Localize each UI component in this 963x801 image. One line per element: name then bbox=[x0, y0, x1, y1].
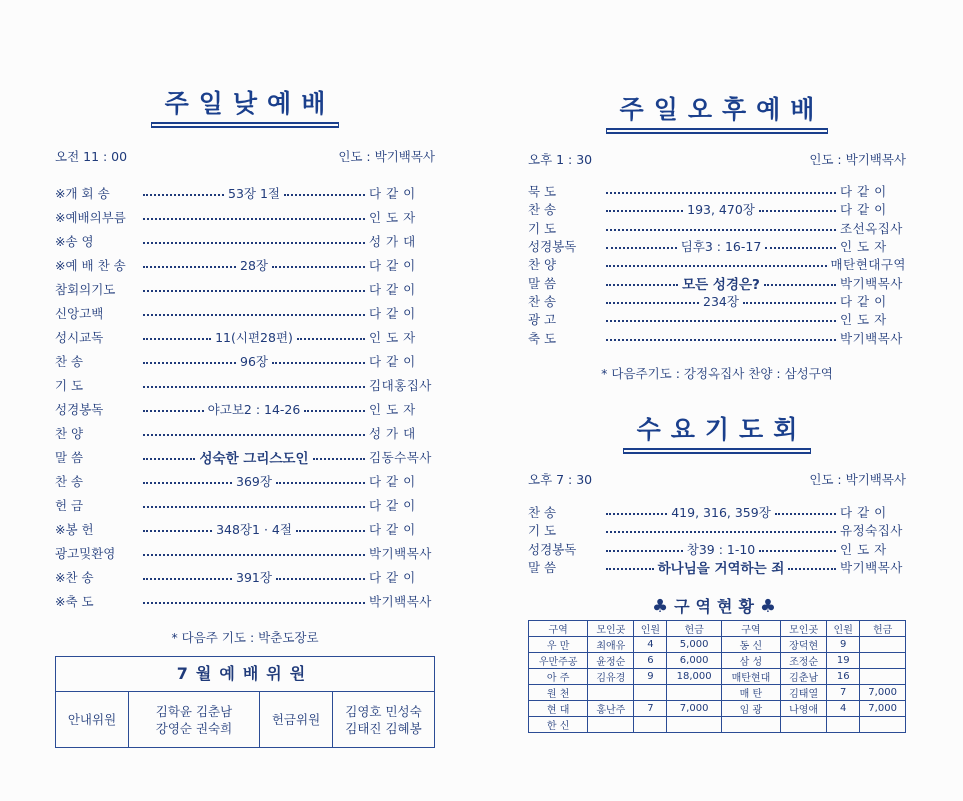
afternoon-order-person: 다 같 이 bbox=[840, 293, 887, 309]
dot-leader bbox=[606, 513, 667, 515]
morning-order-person: 성 가 대 bbox=[369, 234, 416, 249]
region-cell bbox=[721, 717, 780, 733]
afternoon-order-label: 찬 양 bbox=[528, 257, 557, 273]
dot-leader bbox=[304, 410, 365, 412]
dot-leader bbox=[143, 410, 204, 412]
morning-order-label: ※예배의부름 bbox=[55, 210, 126, 225]
region-cell bbox=[634, 717, 667, 733]
table-row bbox=[529, 637, 906, 653]
dot-leader bbox=[143, 314, 365, 316]
afternoon-order-row bbox=[528, 273, 906, 291]
afternoon-order-label: 광 고 bbox=[528, 312, 557, 328]
afternoon-order-person: 매탄현대구역 bbox=[830, 257, 906, 273]
region-cell bbox=[667, 717, 721, 733]
wednesday-order-detail: 하나님을 거역하는 죄 bbox=[657, 561, 785, 578]
dot-leader bbox=[606, 210, 683, 212]
afternoon-order-label: 기 도 bbox=[528, 220, 557, 236]
morning-order-row bbox=[55, 301, 435, 325]
morning-order-person: 김동수목사 bbox=[369, 450, 432, 465]
morning-order-row bbox=[55, 469, 435, 493]
morning-order-label: 신앙고백 bbox=[55, 306, 104, 321]
morning-order-label: 기 도 bbox=[55, 378, 84, 393]
dot-leader bbox=[606, 320, 836, 322]
dot-leader bbox=[143, 194, 224, 196]
morning-next-prayer: * 다음주 기도 : 박춘도장로 bbox=[171, 630, 319, 645]
morning-order-row bbox=[55, 373, 435, 397]
morning-order-row bbox=[55, 589, 435, 613]
wednesday-order-row bbox=[528, 558, 906, 576]
morning-order-detail: 369장 bbox=[236, 474, 272, 489]
region-cell bbox=[634, 685, 667, 701]
morning-order-detail: 성숙한 그리스도인 bbox=[199, 451, 309, 467]
wednesday-order-person: 인 도 자 bbox=[840, 541, 887, 557]
afternoon-service-title bbox=[528, 90, 906, 130]
region-cell: 매탄현대 bbox=[721, 669, 780, 685]
region-cell bbox=[667, 685, 721, 701]
morning-order-detail: 348장1 · 4절 bbox=[216, 522, 292, 537]
morning-service-title bbox=[55, 84, 435, 124]
dot-leader bbox=[759, 210, 836, 212]
region-header-cell: 모인곳 bbox=[588, 621, 634, 637]
dot-leader bbox=[143, 554, 365, 556]
region-status-title bbox=[528, 594, 906, 617]
morning-order-person: 다 같 이 bbox=[369, 474, 416, 489]
morning-order-label: 광고및환영 bbox=[55, 546, 116, 561]
morning-order-row bbox=[55, 397, 435, 421]
morning-order-person: 다 같 이 bbox=[369, 186, 416, 201]
region-cell bbox=[860, 669, 906, 685]
wednesday-time: 오후 7 : 30 bbox=[528, 472, 593, 487]
morning-order-detail: 391장 bbox=[236, 570, 272, 585]
morning-service-title-text: 주일낮예배 bbox=[151, 84, 340, 124]
wednesday-order-person: 다 같 이 bbox=[840, 505, 887, 521]
wednesday-order-row bbox=[528, 540, 906, 558]
region-cell: 장덕현 bbox=[781, 637, 827, 653]
morning-order-row bbox=[55, 445, 435, 469]
region-header-cell: 인원 bbox=[827, 621, 860, 637]
afternoon-order-person: 인 도 자 bbox=[840, 312, 887, 328]
region-cell bbox=[860, 717, 906, 733]
dot-leader bbox=[606, 339, 836, 341]
afternoon-order-person: 인 도 자 bbox=[840, 239, 887, 255]
dot-leader bbox=[143, 242, 365, 244]
dot-leader bbox=[606, 302, 699, 304]
region-cell: 18,000 bbox=[667, 669, 721, 685]
dot-leader bbox=[606, 265, 827, 267]
region-cell: 우 만 bbox=[529, 637, 588, 653]
dot-leader bbox=[272, 266, 365, 268]
dot-leader bbox=[296, 530, 365, 532]
morning-order-row bbox=[55, 565, 435, 589]
dot-leader bbox=[759, 550, 836, 552]
morning-service-section bbox=[55, 0, 435, 801]
region-cell: 동 신 bbox=[721, 637, 780, 653]
morning-order-label: 성경봉독 bbox=[55, 402, 104, 417]
afternoon-order-detail: 모든 성경은? bbox=[682, 276, 760, 293]
dot-leader bbox=[765, 247, 836, 249]
morning-order-person: 다 같 이 bbox=[369, 306, 416, 321]
region-cell: 6 bbox=[634, 653, 667, 669]
afternoon-order-row bbox=[528, 182, 906, 200]
region-cell: 9 bbox=[827, 637, 860, 653]
region-header-cell: 인원 bbox=[634, 621, 667, 637]
afternoon-service-info bbox=[528, 150, 906, 168]
region-cell: 7,000 bbox=[860, 701, 906, 717]
dot-leader bbox=[606, 247, 677, 249]
dot-leader bbox=[143, 386, 365, 388]
morning-order-person: 성 가 대 bbox=[369, 426, 416, 441]
region-cell: 김유경 bbox=[588, 669, 634, 685]
dot-leader bbox=[606, 568, 654, 570]
dot-leader bbox=[143, 602, 365, 604]
wednesday-order-detail: 창39 : 1-10 bbox=[686, 541, 756, 557]
afternoon-next-prayer: * 다음주기도 : 강정옥집사 찬양 : 삼성구역 bbox=[601, 366, 833, 381]
morning-order-row bbox=[55, 541, 435, 565]
morning-order-detail: 96장 bbox=[240, 354, 268, 369]
region-table-body bbox=[529, 637, 906, 733]
afternoon-order-row bbox=[528, 237, 906, 255]
morning-order-label: 찬 송 bbox=[55, 354, 84, 369]
table-row bbox=[529, 717, 906, 733]
dot-leader bbox=[143, 290, 365, 292]
afternoon-order-person: 조선옥집사 bbox=[840, 220, 903, 236]
region-cell: 조정순 bbox=[781, 653, 827, 669]
region-cell bbox=[860, 653, 906, 669]
morning-service-leader: 인도 : 박기백목사 bbox=[338, 149, 435, 164]
dot-leader bbox=[743, 302, 836, 304]
afternoon-order-person: 다 같 이 bbox=[840, 202, 887, 218]
dot-leader bbox=[276, 578, 365, 580]
afternoon-order-person: 박기백목사 bbox=[840, 275, 903, 291]
morning-order-label: ※축 도 bbox=[55, 594, 94, 609]
wednesday-order-label: 말 씀 bbox=[528, 560, 557, 576]
region-status-table bbox=[528, 620, 906, 733]
dot-leader bbox=[143, 434, 365, 436]
wednesday-order-label: 기 도 bbox=[528, 523, 557, 539]
region-cell bbox=[860, 637, 906, 653]
table-row bbox=[529, 701, 906, 717]
afternoon-service-section bbox=[528, 0, 906, 801]
wednesday-prayer-title bbox=[528, 410, 906, 450]
morning-order-label: ※찬 송 bbox=[55, 570, 94, 585]
region-cell: 매 탄 bbox=[721, 685, 780, 701]
afternoon-order-row bbox=[528, 219, 906, 237]
dot-leader bbox=[143, 530, 212, 532]
region-cell: 16 bbox=[827, 669, 860, 685]
wednesday-order-person: 박기백목사 bbox=[840, 560, 903, 576]
region-header-cell: 모인곳 bbox=[781, 621, 827, 637]
morning-order-person: 다 같 이 bbox=[369, 282, 416, 297]
morning-order-label: 성시교독 bbox=[55, 330, 104, 345]
usher-names-line: 김학윤 김춘남 bbox=[155, 703, 233, 719]
club-icon: ♣ bbox=[759, 596, 783, 617]
region-header-cell: 구역 bbox=[529, 621, 588, 637]
region-cell: 현 대 bbox=[529, 701, 588, 717]
dot-leader bbox=[606, 229, 836, 231]
dot-leader bbox=[764, 284, 836, 286]
afternoon-service-time: 오후 1 : 30 bbox=[528, 152, 593, 167]
afternoon-order-label: 찬 송 bbox=[528, 293, 557, 309]
morning-order-person: 인 도 자 bbox=[369, 210, 416, 225]
region-header-cell: 헌금 bbox=[667, 621, 721, 637]
usher-names-line: 강영순 권숙희 bbox=[155, 720, 233, 736]
morning-order-detail: 11(시편28편) bbox=[215, 330, 293, 345]
offering-label: 헌금위원 bbox=[260, 692, 333, 747]
dot-leader bbox=[606, 531, 836, 533]
dot-leader bbox=[606, 550, 683, 552]
morning-service-time: 오전 11 : 00 bbox=[55, 149, 128, 164]
morning-order-label: ※송 영 bbox=[55, 234, 94, 249]
morning-service-order bbox=[55, 181, 435, 613]
morning-order-label: 참회의기도 bbox=[55, 282, 116, 297]
dot-leader bbox=[788, 568, 836, 570]
afternoon-service-order bbox=[528, 182, 906, 347]
region-table-header bbox=[529, 621, 906, 637]
morning-order-row bbox=[55, 517, 435, 541]
dot-leader bbox=[272, 362, 365, 364]
morning-order-row bbox=[55, 277, 435, 301]
morning-order-label: ※봉 헌 bbox=[55, 522, 94, 537]
morning-order-detail: 53장 1절 bbox=[228, 186, 280, 201]
morning-order-label: 찬 송 bbox=[55, 474, 84, 489]
region-cell: 4 bbox=[634, 637, 667, 653]
region-cell: 7,000 bbox=[667, 701, 721, 717]
region-cell bbox=[588, 717, 634, 733]
afternoon-order-label: 축 도 bbox=[528, 330, 557, 346]
region-cell: 5,000 bbox=[667, 637, 721, 653]
morning-order-row bbox=[55, 493, 435, 517]
wednesday-order bbox=[528, 503, 906, 576]
afternoon-service-leader: 인도 : 박기백목사 bbox=[809, 152, 906, 167]
offering-names-line: 김영호 민성숙 bbox=[345, 703, 422, 719]
worship-committee-box bbox=[55, 656, 435, 748]
worship-committee-title: 7월예배위원 bbox=[56, 657, 434, 692]
dot-leader bbox=[143, 218, 365, 220]
region-cell: 원 천 bbox=[529, 685, 588, 701]
region-cell: 7 bbox=[827, 685, 860, 701]
region-cell: 우만주공 bbox=[529, 653, 588, 669]
wednesday-order-row bbox=[528, 503, 906, 521]
region-status-title-text: 구역현황 bbox=[674, 597, 760, 616]
region-cell: 삼 성 bbox=[721, 653, 780, 669]
region-cell: 4 bbox=[827, 701, 860, 717]
afternoon-order-person: 다 같 이 bbox=[840, 184, 887, 200]
morning-order-row bbox=[55, 205, 435, 229]
dot-leader bbox=[284, 194, 365, 196]
dot-leader bbox=[143, 506, 365, 508]
wednesday-order-row bbox=[528, 521, 906, 539]
morning-order-row bbox=[55, 421, 435, 445]
wednesday-order-label: 성경봉독 bbox=[528, 541, 577, 557]
region-cell: 김태열 bbox=[781, 685, 827, 701]
region-cell bbox=[588, 685, 634, 701]
region-cell: 홍난주 bbox=[588, 701, 634, 717]
wednesday-order-detail: 419, 316, 359장 bbox=[671, 505, 771, 521]
dot-leader bbox=[313, 458, 365, 460]
morning-order-label: 말 씀 bbox=[55, 450, 84, 465]
afternoon-order-label: 찬 송 bbox=[528, 202, 557, 218]
afternoon-order-label: 묵 도 bbox=[528, 184, 557, 200]
region-cell: 7,000 bbox=[860, 685, 906, 701]
morning-order-person: 다 같 이 bbox=[369, 570, 416, 585]
offering-names-line: 김태진 김혜봉 bbox=[345, 720, 422, 736]
dot-leader bbox=[143, 578, 232, 580]
region-header-cell: 헌금 bbox=[860, 621, 906, 637]
morning-order-row bbox=[55, 349, 435, 373]
dot-leader bbox=[143, 362, 236, 364]
morning-order-person: 박기백목사 bbox=[369, 546, 432, 561]
morning-order-person: 다 같 이 bbox=[369, 258, 416, 273]
afternoon-order-row bbox=[528, 255, 906, 273]
afternoon-order-detail: 234장 bbox=[703, 293, 739, 309]
dot-leader bbox=[775, 513, 836, 515]
morning-order-person: 다 같 이 bbox=[369, 354, 416, 369]
usher-names bbox=[129, 692, 260, 747]
morning-order-person: 인 도 자 bbox=[369, 402, 416, 417]
wednesday-leader: 인도 : 박기백목사 bbox=[809, 472, 906, 487]
morning-order-person: 박기백목사 bbox=[369, 594, 432, 609]
morning-order-person: 김대홍집사 bbox=[369, 378, 432, 393]
region-cell: 아 주 bbox=[529, 669, 588, 685]
afternoon-order-label: 말 씀 bbox=[528, 275, 557, 291]
region-cell: 임 광 bbox=[721, 701, 780, 717]
region-cell bbox=[827, 717, 860, 733]
morning-order-person: 다 같 이 bbox=[369, 522, 416, 537]
morning-order-row bbox=[55, 181, 435, 205]
morning-order-label: 찬 양 bbox=[55, 426, 84, 441]
region-cell: 최애유 bbox=[588, 637, 634, 653]
wednesday-order-person: 유정숙집사 bbox=[840, 523, 903, 539]
morning-order-detail: 28장 bbox=[240, 258, 268, 273]
morning-order-label: ※예 배 찬 송 bbox=[55, 258, 126, 273]
afternoon-service-title-text: 주일오후예배 bbox=[606, 90, 829, 130]
region-cell: 9 bbox=[634, 669, 667, 685]
wednesday-order-label: 찬 송 bbox=[528, 505, 557, 521]
region-cell bbox=[781, 717, 827, 733]
afternoon-order-row bbox=[528, 292, 906, 310]
morning-order-detail: 야고보2 : 14-26 bbox=[207, 402, 301, 417]
afternoon-order-label: 성경봉독 bbox=[528, 239, 577, 255]
region-cell: 19 bbox=[827, 653, 860, 669]
afternoon-order-row bbox=[528, 328, 906, 346]
morning-order-label: 헌 금 bbox=[55, 498, 84, 513]
afternoon-order-detail: 딤후3 : 16-17 bbox=[680, 239, 762, 255]
table-row bbox=[529, 653, 906, 669]
dot-leader bbox=[143, 482, 232, 484]
morning-service-info bbox=[55, 147, 435, 165]
morning-order-label: ※개 회 송 bbox=[55, 186, 110, 201]
region-cell: 나영애 bbox=[781, 701, 827, 717]
table-row bbox=[529, 669, 906, 685]
morning-order-row bbox=[55, 325, 435, 349]
dot-leader bbox=[606, 192, 836, 194]
offering-names bbox=[333, 692, 434, 747]
dot-leader bbox=[143, 458, 195, 460]
wednesday-prayer-title-text: 수요기도회 bbox=[623, 410, 812, 450]
region-cell: 김춘남 bbox=[781, 669, 827, 685]
region-cell: 윤정순 bbox=[588, 653, 634, 669]
dot-leader bbox=[297, 338, 365, 340]
region-cell: 6,000 bbox=[667, 653, 721, 669]
table-row bbox=[529, 685, 906, 701]
morning-order-person: 다 같 이 bbox=[369, 498, 416, 513]
morning-order-person: 인 도 자 bbox=[369, 330, 416, 345]
wednesday-info bbox=[528, 470, 906, 488]
region-header-cell: 구역 bbox=[721, 621, 780, 637]
morning-order-row bbox=[55, 253, 435, 277]
dot-leader bbox=[276, 482, 365, 484]
usher-label: 안내위원 bbox=[56, 692, 129, 747]
afternoon-order-row bbox=[528, 310, 906, 328]
morning-order-row bbox=[55, 229, 435, 253]
dot-leader bbox=[143, 266, 236, 268]
afternoon-order-person: 박기백목사 bbox=[840, 330, 903, 346]
region-cell: 한 신 bbox=[529, 717, 588, 733]
afternoon-order-detail: 193, 470장 bbox=[687, 202, 755, 218]
dot-leader bbox=[606, 284, 678, 286]
region-cell: 7 bbox=[634, 701, 667, 717]
dot-leader bbox=[143, 338, 211, 340]
club-icon: ♣ bbox=[651, 596, 675, 617]
afternoon-order-row bbox=[528, 200, 906, 218]
